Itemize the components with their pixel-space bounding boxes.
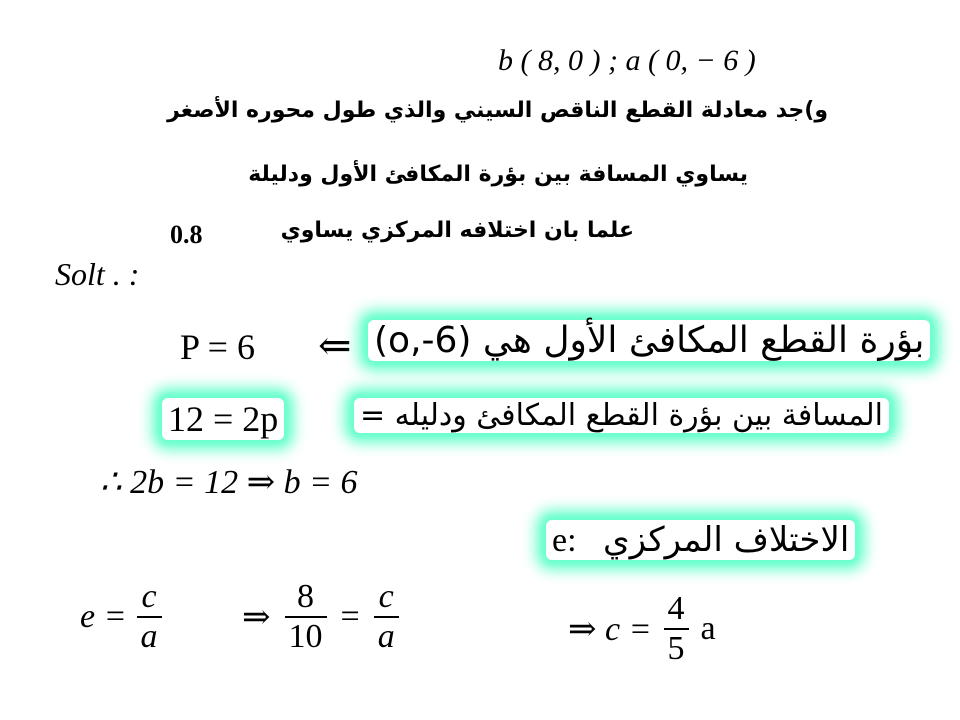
step4-math: e: <box>552 522 577 559</box>
step4-text: الاختلاف المركزي <box>603 520 850 560</box>
eccentricity-value: 0.8 <box>170 220 203 249</box>
question-line-3: علما بان اختلافه المركزي يساوي <box>280 218 634 243</box>
fraction-numerator: c <box>141 578 157 615</box>
fraction-numerator: 8 <box>297 578 314 615</box>
fraction-denominator: a <box>377 618 395 655</box>
fraction-denominator: a <box>140 618 158 655</box>
fraction-4-over-5 <box>664 590 689 668</box>
step4-label <box>546 520 855 560</box>
fraction-denominator: 10 <box>288 618 323 655</box>
formula1-lhs: e = <box>80 598 127 635</box>
header-coordinates: b ( 8, 0 ) ; a ( 0, − 6 ) <box>498 44 756 77</box>
question-line-1: و)جد معادلة القطع الناقص السيني والذي طول محوره الأصغر <box>167 98 828 123</box>
solution-label: Solt . : <box>55 256 140 292</box>
fraction-8-over-10 <box>285 578 327 656</box>
fraction-c-over-a <box>137 578 162 656</box>
formula-c-value <box>568 590 716 668</box>
fraction-numerator: 4 <box>667 590 685 627</box>
step1-text: بؤرة القطع المكافئ الأول هي (o,-6) <box>368 320 930 361</box>
fraction-numerator: c <box>378 578 394 615</box>
step1-arrow: ⇐ <box>318 323 352 368</box>
formula2-arrow: ⇒ <box>242 599 271 636</box>
formula2-equals: = <box>340 598 360 635</box>
formula-eccentricity <box>80 578 162 656</box>
question-line-2: يساوي المسافة بين بؤرة المكافئ الأول ودليلة <box>248 162 748 187</box>
fraction-denominator: 5 <box>667 630 685 667</box>
formula-substitution <box>242 578 399 656</box>
step3-equation: ∴ 2b = 12 ⇒ b = 6 <box>100 464 358 501</box>
step2-math: 12 = 2p <box>162 398 284 440</box>
formula3-tail: a <box>700 610 716 647</box>
formula3-lhs: ⇒ c = <box>568 611 652 648</box>
step1-math: P = 6 <box>180 327 255 367</box>
fraction-c-over-a-2 <box>374 578 399 656</box>
step2-text: المسافة بين بؤرة القطع المكافئ ودليله = <box>354 398 889 433</box>
